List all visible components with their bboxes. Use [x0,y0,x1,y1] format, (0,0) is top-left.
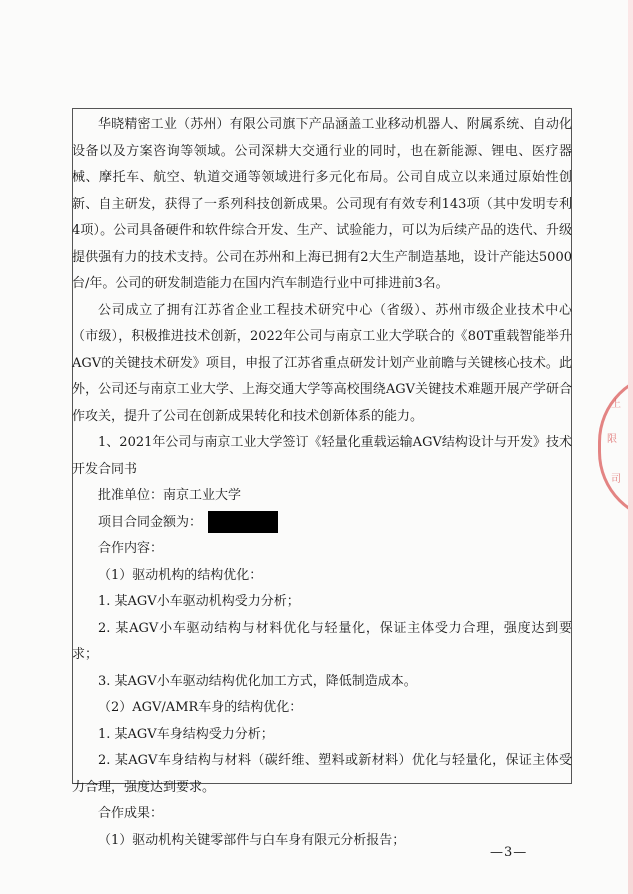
page-number: —3— [490,845,528,860]
cooperation-results-heading: 合作成果： [98,806,164,821]
section-drive-mechanism: （1）驱动机构的结构优化： [98,567,263,583]
list-item: 1. 某AGV小车驱动机构受力分析； [98,594,300,609]
paragraph-approving-unit: 批准单位：南京工业大学 [98,488,242,503]
body-text [72,112,572,854]
cooperation-content-heading: 合作内容： [98,541,164,556]
paragraph-company-intro: 华晓精密工业（苏州）有限公司旗下产品涵盖工业移动机器人、附属系统、自动化设备以及方案咨询等领域。公司深耕大交通行业的同时，也在新能源、锂电、医疗器械、摩托车、航空、轨道交通等领域进行多元化布局。公司自成立以来通过原始性创新、自主研发，获得了一系列科技创新成果。公司现有有效专利143项（其中发明专利4项）。公司具备硬件和软件综合开发、生产、试验能力，可以为后续产品的迭代、升级提供强有力的技术支持。公司在苏州和上海已拥有2大生产制造基地，设计产能达5000台/年。公司的研发制造能力在国内汽车制造行业中可排进前3名。 [72,117,572,291]
seal-fragment: 上 [611,399,621,410]
contract-amount-label: 项目合同金额为： [98,514,203,530]
list-item: 1. 某AGV车身结构受力分析； [98,726,274,742]
contract-amount-line [72,510,572,537]
paragraph-contract-title: 1、2021年公司与南京工业大学签订《轻量化重载运输AGV结构设计与开发》技术开发合同书 [72,435,572,477]
seal-fragment: 司 [611,474,621,485]
page-edge-seal-strip [628,0,633,894]
list-item: （1）驱动机构关键零部件与白车身有限元分析报告； [98,832,406,848]
paragraph-rd-centers: 公司成立了拥有江苏省企业工程技术研究中心（省级）、苏州市级企业技术中心（市级），积极推进技术创新，2022年公司与南京工业大学联合的《80T重载智能举升AGV的关键技术研发》项目，申报了江苏省重点研发计划产业前瞻与关键核心技术。此外，公司还与南京工业大学、上海交通大学等高校围绕AGV关键技术难题开展产学研合作攻关，提升了公司在创新成果转化和技术创新体系的能力。 [72,302,572,424]
list-item: 2. 某AGV车身结构与材料（碳纤维、塑料或新材料）优化与轻量化，保证主体受力合理，强度达到要求。 [72,753,572,795]
seal-fragment: 限 [607,434,617,445]
redacted-amount-block [208,511,278,533]
list-item: 3. 某AGV小车驱动结构优化加工方式，降低制造成本。 [98,673,417,689]
section-vehicle-body: （2）AGV/AMR车身的结构优化： [98,700,303,715]
list-item: 2. 某AGV小车驱动结构与材料优化与轻量化，保证主体受力合理，强度达到要求； [72,620,572,662]
